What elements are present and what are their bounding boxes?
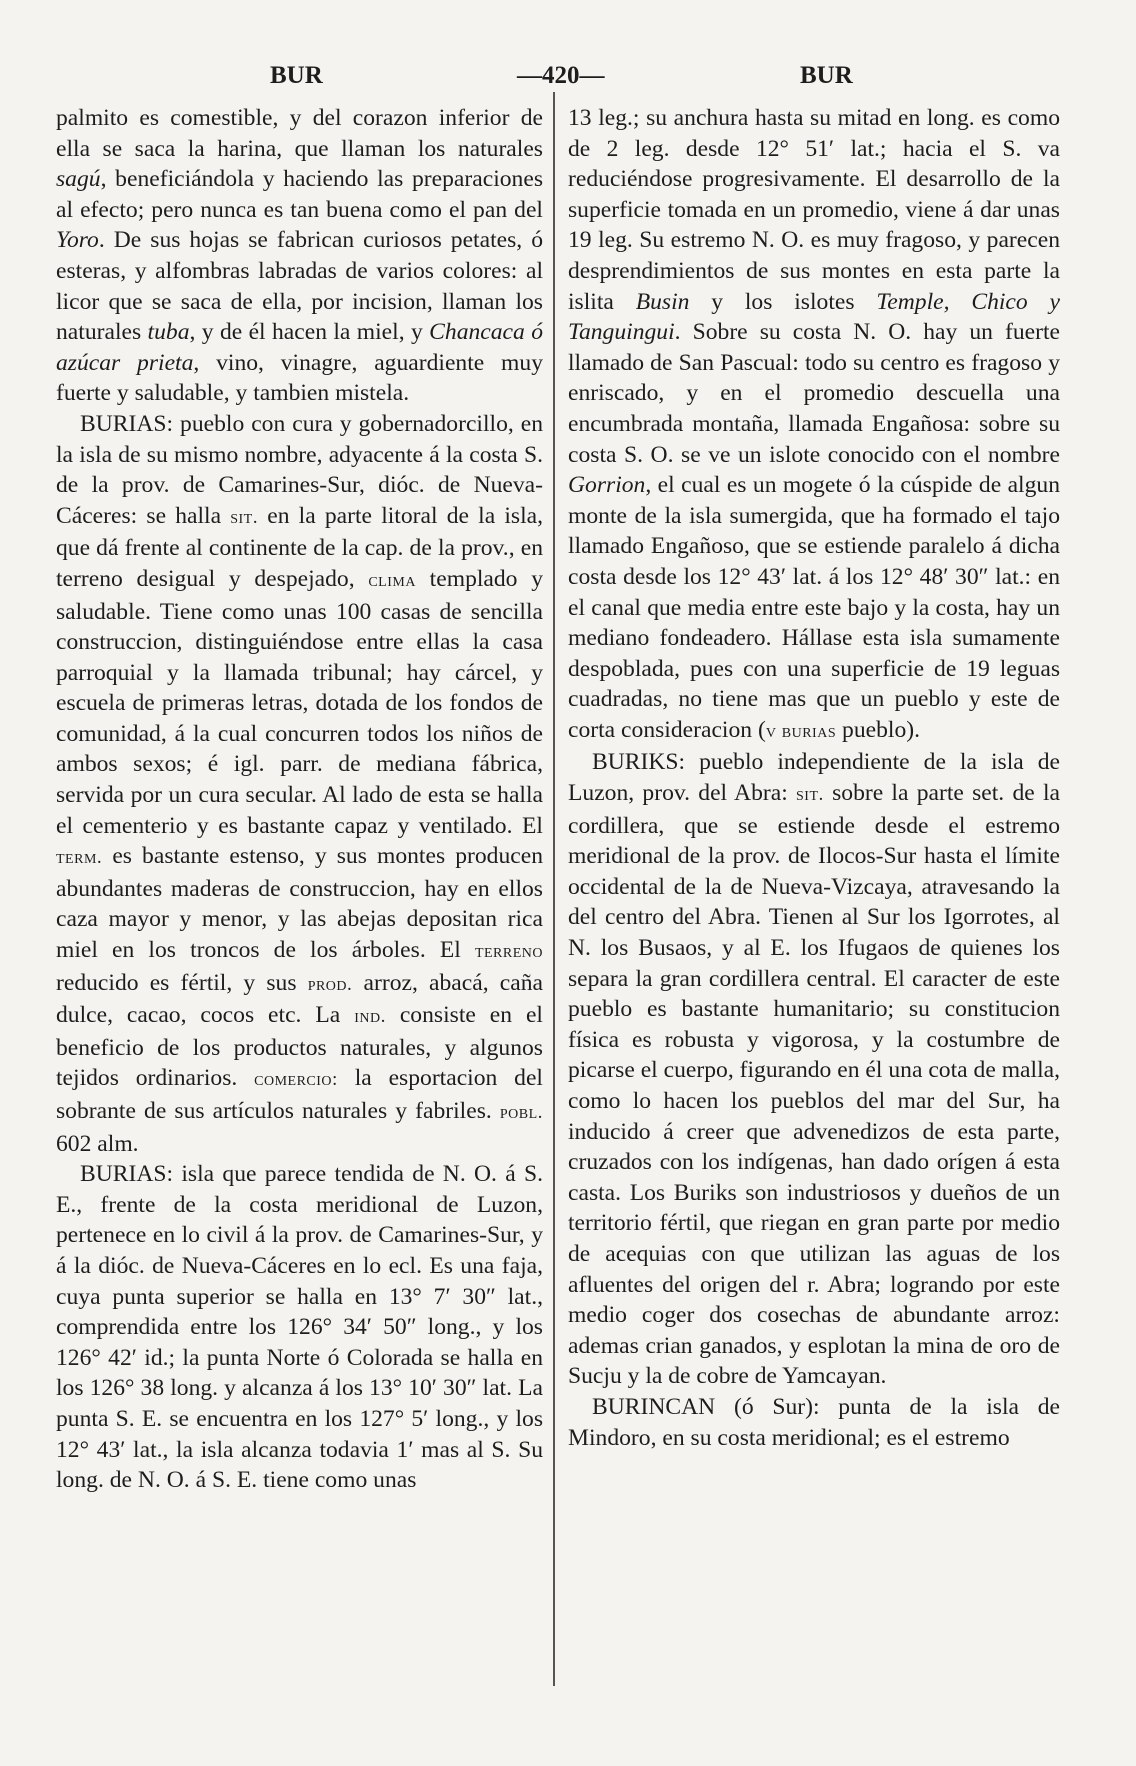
entry-burincan: BURINCAN (ó Sur): punta de la isla de Mindoro, en su costa meridional; es el estremo bbox=[568, 1393, 1060, 1451]
entry-heading: BURIAS: bbox=[80, 1161, 174, 1188]
right-column bbox=[568, 103, 1060, 1453]
header-right-word: BUR bbox=[800, 62, 853, 89]
paragraph-palmito: palmito es comestible, y del corazon inferior de ella se saca la harina, que llaman los naturales sagú, beneficiándola y haciendo las preparaciones al efecto; pero nunca es tan buena como el pan del Yoro. De sus hojas se fabrican curiosos petates, ó esteras, y alfombras labradas de varios colores: al licor que se saca de ella, por incision, llaman los naturales tuba, y de él hacen la miel, y Chancaca ó azúcar prieta, vino, vinagre, aguardiente muy fuerte y saludable, y tambien mistela. bbox=[56, 105, 543, 407]
running-header bbox=[55, 62, 1045, 102]
entry-buriks: BURIKS: pueblo independiente de la isla de Luzon, prov. del Abra: sit. sobre la parte set. de la cordillera, que se estiende desde el estremo meridional de la prov. de Ilocos-Sur hasta el límite occidental de la de Nueva-Vizcaya, atravesando la del centro del Abra. Tienen al Sur los Igorrotes, al N. los Busaos, y al E. los Ifugaos de quienes los separa la gran cordillera central. El caracter de este pueblo es bastante humanitario; su constitucion física es robusta y vigorosa, y la costumbre de picarse el cuerpo, figurando en él una cota de malla, como lo hacen los pueblos del mar del Sur, ha inducido á creer que advenedizos de esta parte, cruzados con los indígenas, han dado orígen á esta casta. Los Buriks son industriosos y dueños de un territorio fértil, que riegan en gran parte por medio de acequias con que utilizan las aguas de los afluentes del origen del r. Abra; logrando por este medio coger dos cosechas de abundante arroz: ademas crian ganados, y esplotan la mina de oro de Sucju y la de cobre de Yamcayan. bbox=[568, 749, 1060, 1390]
entry-heading: BURINCAN bbox=[592, 1393, 716, 1420]
page-number: —420— bbox=[517, 62, 605, 89]
entry-burias-pueblo: BURIAS: pueblo con cura y gobernadorcillo, en la isla de su mismo nombre, adyacente á la costa S. de la prov. de Camarines-Sur, dióc. de Nueva-Cáceres: se halla sit. en la parte litoral de la isla, que dá frente al continente de la cap. de la prov., en terreno desigual y despejado, clima templado y saludable. Tiene como unas 100 casas de sencilla construccion, distinguiéndose entre ellas la casa parroquial y la llamada tribunal; hay cárcel, y escuela de primeras letras, dotada de los fondos de comunidad, á la cual concurren todos los niños de ambos sexos; é igl. parr. de mediana fábrica, servida por un cura secular. Al lado de esta se halla el cementerio y es bastante capaz y ventilado. El term. es bastante estenso, y sus montes producen abundantes maderas de construccion, hay en ellos caza mayor y menor, y las abejas depositan rica miel en los troncos de los árboles. El terreno reducido es fértil, y sus prod. arroz, abacá, caña dulce, cacao, cocos etc. La ind. consiste en el beneficio de los productos naturales, y algunos tejidos ordinarios. comercio: la esportacion del sobrante de sus artículos naturales y fabriles. pobl. 602 alm. bbox=[56, 410, 544, 1157]
paragraph-burias-isla-cont: 13 leg.; su anchura hasta su mitad en long. es como de 2 leg. desde 12° 51′ lat.; hacia el S. va reduciéndose progresivamente. El desarrollo de la superficie tomada en un promedio, viene á dar unas 19 leg. Su estremo N. O. es muy fragoso, y parecen desprendimientos de sus montes en esta parte la islita Busin y los islotes Temple, Chico y Tanguingui. Sobre su costa N. O. hay un fuerte llamado de San Pascual: todo su centro es fragoso y enriscado, y en el promedio descuella una encumbrada montaña, llamada Engañosa: sobre su costa S. O. se ve un islote conocido con el nombre Gorrion, el cual es un mogete ó la cúspide de algun monte de la isla sumergida, que ha formado el tajo llamado Engañoso, que se estiende paralelo á dicha costa desde los 12° 43′ lat. á los 12° 48′ 30″ lat.: en el canal que media entre este bajo y la costa, hay un mediano fondeadero. Hállase esta isla sumamente despoblada, pues con una superficie de 19 leguas cuadradas, no tiene mas que un pueblo y este de corta consideracion (v burias pueblo). bbox=[568, 105, 1060, 743]
column-divider bbox=[553, 92, 555, 1686]
left-column bbox=[56, 103, 543, 1496]
entry-heading: BURIKS: bbox=[592, 749, 686, 776]
header-left-word: BUR bbox=[270, 62, 323, 89]
entry-heading: BURIAS: bbox=[80, 410, 174, 437]
entry-burias-isla: BURIAS: isla que parece tendida de N. O. á S. E., frente de la costa meridional de Luzon, pertenece en lo civil á la prov. de Camarines-Sur, y á la dióc. de Nueva-Cáceres en lo ecl. Es una faja, cuya punta superior se halla en 13° 7′ 30″ lat., comprendida entre los 126° 34′ 50″ long., y los 126° 42′ id.; la punta Norte ó Colorada se halla en los 126° 38 long. y alcanza á los 13° 10′ 30″ lat. La punta S. E. se encuentra en los 127° 5′ long., y los 12° 43′ lat., la isla alcanza todavia 1′ mas al S. Su long. de N. O. á S. E. tiene como unas bbox=[56, 1161, 543, 1494]
